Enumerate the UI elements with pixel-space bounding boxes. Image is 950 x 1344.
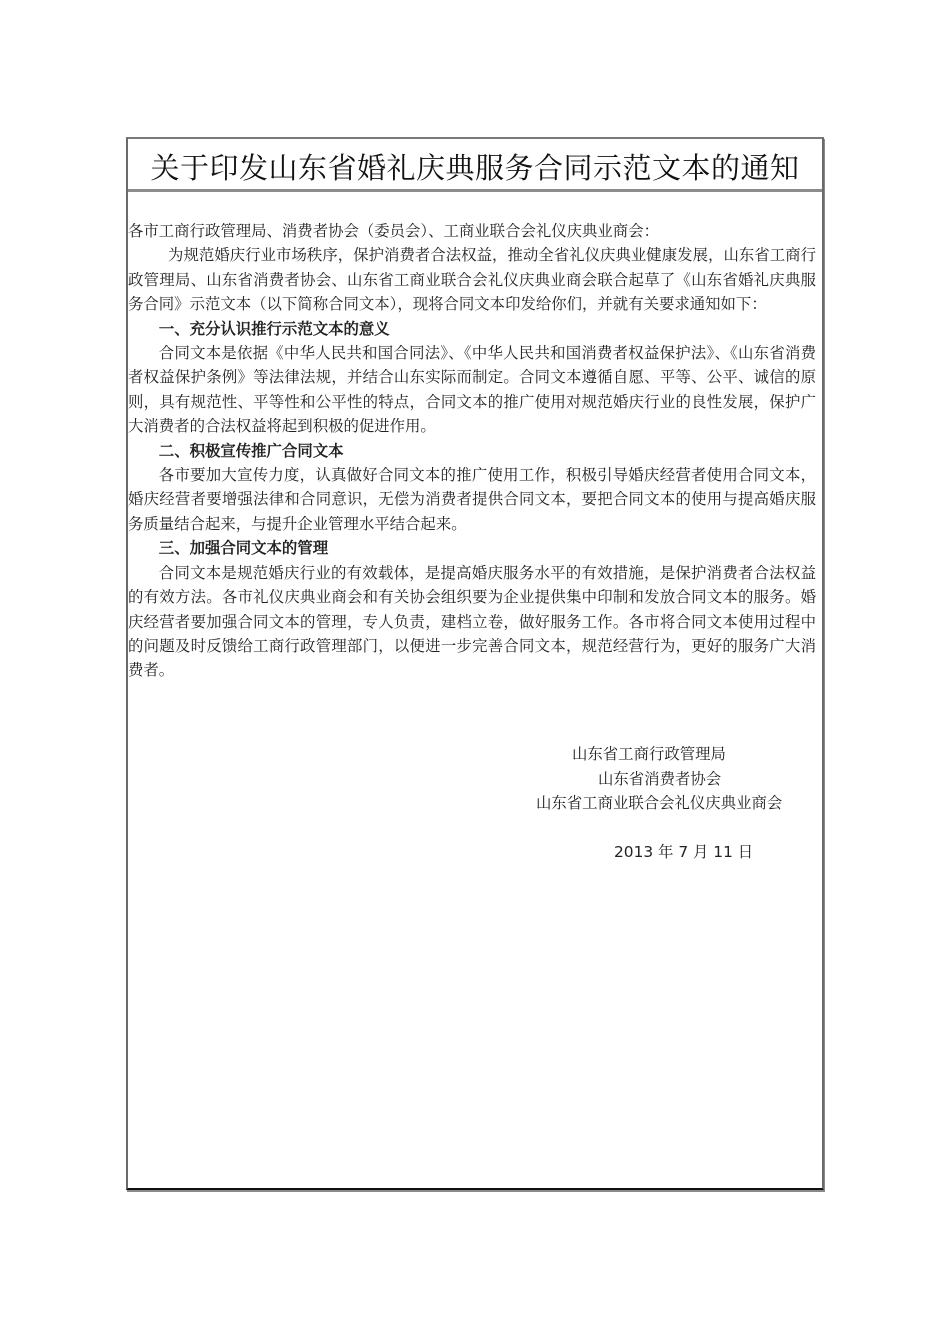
- document-title: 关于印发山东省婚礼庆典服务合同示范文本的通知: [150, 150, 800, 185]
- signatory-1: 山东省工商行政管理局: [572, 745, 726, 763]
- signatory-3: 山东省工商业联合会礼仪庆典业商会: [536, 794, 783, 812]
- section-heading-1: 一、充分认识推行示范文本的意义: [158, 319, 390, 338]
- section-body-2: 各市要加大宣传力度，认真做好合同文本的推广使用工作，积极引导婚庆经营者使用合同文本，婚庆经营者要增强法律和合同意识，无偿为消费者提供合同文本，要把合同文本的使用与提高婚庆服务质量结合起来，与提升企业管理水平结合起来。: [128, 466, 816, 533]
- document-frame: [126, 137, 824, 1190]
- salutation: 各市工商行政管理局、消费者协会（委员会）、工商业联合会礼仪庆典业商会：: [128, 222, 659, 240]
- title-row: [128, 139, 822, 192]
- section-heading-3: 三、加强合同文本的管理: [158, 539, 329, 558]
- section-heading-2: 二、积极宣传推广合同文本: [158, 441, 344, 460]
- document-body: [128, 219, 816, 683]
- intro-paragraph: 为规范婚庆行业市场秩序，保护消费者合法权益，推动全省礼仪庆典业健康发展，山东省工商行政管理局、山东省消费者协会、山东省工商业联合会礼仪庆典业商会联合起草了《山东省婚礼庆典服务合同》示范文本（以下简称合同文本），现将合同文本印发给你们，并就有关要求通知如下：: [128, 246, 816, 314]
- section-body-1: 合同文本是依据《中华人民共和国合同法》、《中华人民共和国消费者权益保护法》、《山东省消费者权益保护条例》等法律法规，并结合山东实际而制定。合同文本遵循自愿、平等、公平、诚信的原则，具有规范性、平等性和公平性的特点，合同文本的推广使用对规范婚庆行业的良性发展，保护广大消费者的合法权益将起到积极的促进作用。: [128, 344, 816, 436]
- section-body-3: 合同文本是规范婚庆行业的有效载体，是提高婚庆服务水平的有效措施，是保护消费者合法权益的有效方法。各市礼仪庆典业商会和有关协会组织要为企业提供集中印制和发放合同文本的服务。婚庆经营者要加强合同文本的管理，专人负责，建档立卷，做好服务工作。各市将合同文本使用过程中的问题及时反馈给工商行政管理部门，以便进一步完善合同文本，规范经营行为，更好的服务广大消费者。: [128, 563, 816, 680]
- signatory-2: 山东省消费者协会: [598, 769, 722, 788]
- issue-date: 2013 年 7 月 11 日: [614, 842, 754, 861]
- signature-block: [128, 742, 818, 864]
